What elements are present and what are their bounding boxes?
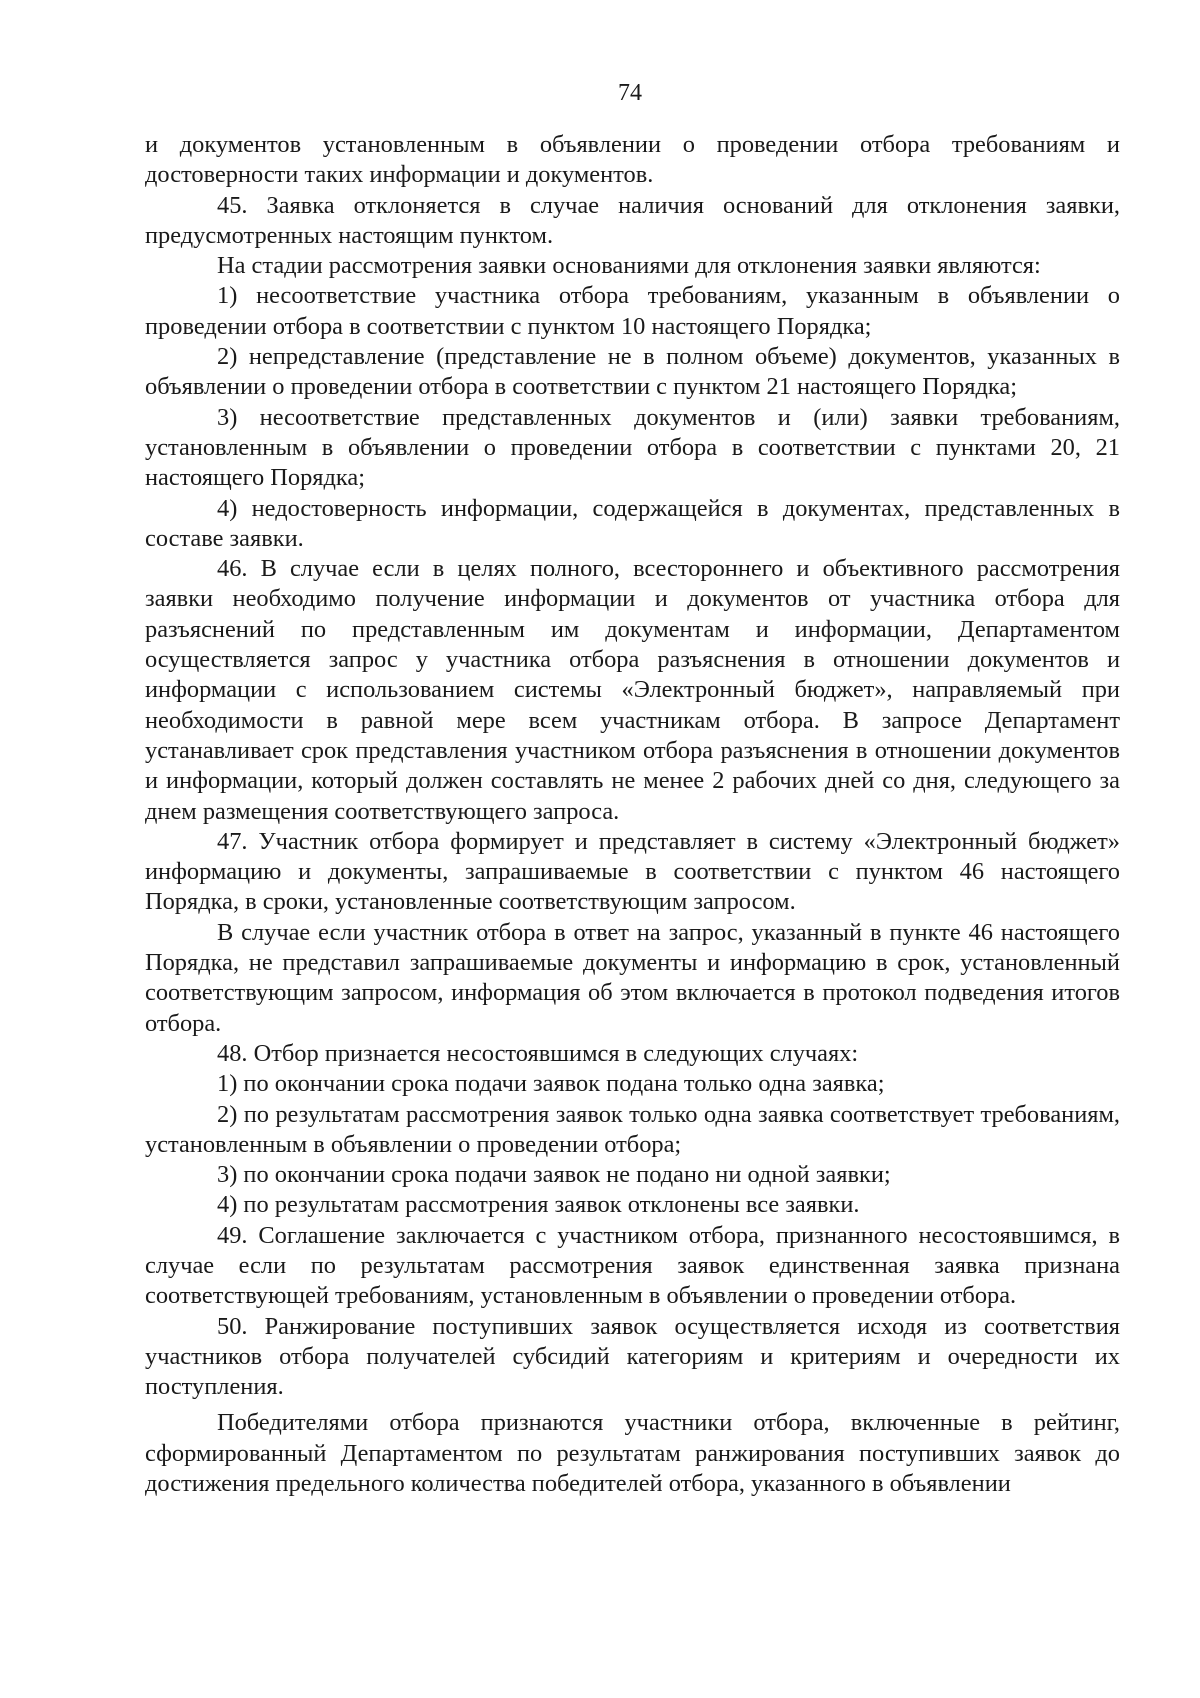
paragraph-45-item-4: 4) недостоверность информации, содержащейся в документах, представленных в составе заявки.	[145, 494, 1120, 552]
paragraph-47: 47. Участник отбора формирует и представляет в систему «Электронный бюджет» информацию и документы, запрашиваемые в соответствии с пунктом 46 настоящего Порядка, в сроки, установленные соответствующим запросом.	[145, 827, 1120, 916]
page-number: 74	[618, 80, 642, 106]
paragraph-49: 49. Соглашение заключается с участником отбора, признанного несостоявшимся, в случае если по результатам рассмотрения заявок единственная заявка признана соответствующей требованиям, установленным в объявлении о проведении отбора.	[145, 1221, 1120, 1310]
paragraph-48: 48. Отбор признается несостоявшимся в следующих случаях:	[217, 1039, 859, 1067]
paragraph-45-grounds: На стадии рассмотрения заявки основаниями для отклонения заявки являются:	[217, 252, 1041, 280]
paragraph-46: 46. В случае если в целях полного, всестороннего и объективного рассмотрения заявки необходимо получение информации и документов от участника отбора для разъяснений по представленным им документам и информации, Департаментом осуществляется запрос у участника отбора разъяснения в отношении документов и информации с использованием системы «Электронный бюджет», направляемый при необходимости в равной мере всем участникам отбора. В запросе Департамент устанавливает срок представления участником отбора разъяснения в отношении документов и информации, который должен составлять не менее 2 рабочих дней со дня, следующего за днем размещения соответствующего запроса.	[145, 555, 1120, 825]
document-body	[145, 130, 1120, 1499]
paragraph-50-winners: Победителями отбора признаются участники отбора, включенные в рейтинг, сформированный Департаментом по результатам ранжирования поступивших заявок до достижения предельного количества победителей отбора, указанного в объявлении	[145, 1409, 1120, 1498]
paragraph-50: 50. Ранжирование поступивших заявок осуществляется исходя из соответствия участников отбора получателей субсидий категориям и критериям и очередности их поступления.	[145, 1312, 1120, 1401]
paragraph-48-item-3: 3) по окончании срока подачи заявок не подано ни одной заявки;	[217, 1161, 891, 1189]
paragraph-48-item-1: 1) по окончании срока подачи заявок подана только одна заявка;	[217, 1070, 885, 1098]
paragraph-45-item-1: 1) несоответствие участника отбора требованиям, указанным в объявлении о проведении отбора в соответствии с пунктом 10 настоящего Порядка;	[145, 282, 1120, 340]
paragraph-47-failure: В случае если участник отбора в ответ на запрос, указанный в пункте 46 настоящего Порядка, не представил запрашиваемые документы и информацию в срок, установленный соответствующим запросом, информация об этом включается в протокол подведения итогов отбора.	[145, 918, 1120, 1037]
paragraph-continuation: и документов установленным в объявлении о проведении отбора требованиям и достоверности таких информации и документов.	[145, 131, 1120, 189]
paragraph-48-item-4: 4) по результатам рассмотрения заявок отклонены все заявки.	[217, 1191, 860, 1219]
paragraph-48-item-2: 2) по результатам рассмотрения заявок только одна заявка соответствует требованиям, установленным в объявлении о проведении отбора;	[145, 1100, 1120, 1158]
paragraph-45-item-2: 2) непредставление (представление не в полном объеме) документов, указанных в объявлении о проведении отбора в соответствии с пунктом 21 настоящего Порядка;	[145, 343, 1120, 401]
paragraph-45-item-3: 3) несоответствие представленных документов и (или) заявки требованиям, установленным в объявлении о проведении отбора в соответствии с пунктами 20, 21 настоящего Порядка;	[145, 403, 1120, 492]
paragraph-45: 45. Заявка отклоняется в случае наличия оснований для отклонения заявки, предусмотренных настоящим пунктом.	[145, 191, 1120, 249]
